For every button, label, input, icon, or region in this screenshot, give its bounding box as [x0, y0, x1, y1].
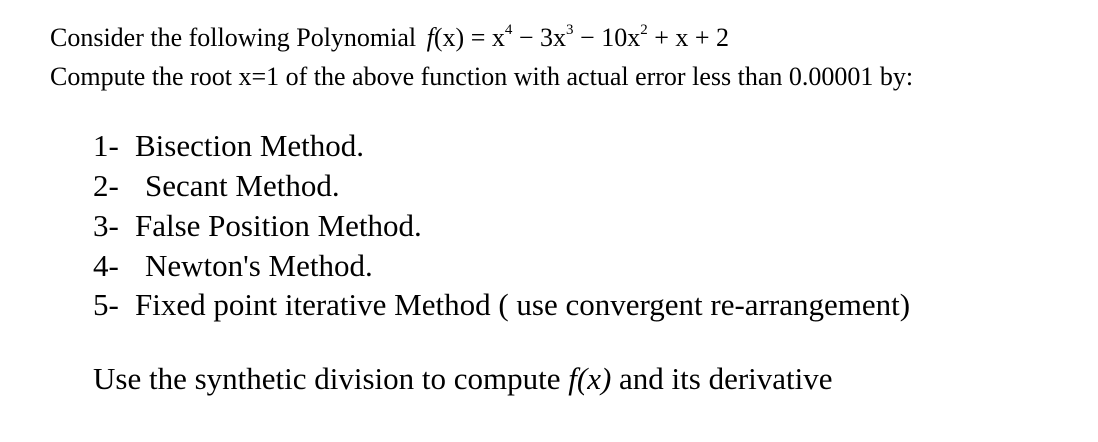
formula-term-2: − 3x: [512, 23, 567, 52]
intro-prefix: Consider the following Polynomial: [50, 23, 417, 52]
method-number: 5-: [93, 287, 119, 322]
method-item-5: [93, 287, 910, 323]
polynomial-formula: [427, 22, 729, 54]
method-label: Fixed point iterative Method ( use convergent re-arrangement): [135, 287, 911, 322]
closing-suffix: and its derivative: [611, 361, 833, 396]
closing-line: [93, 360, 833, 398]
formula-f: f: [426, 23, 434, 52]
method-item-1: [93, 128, 364, 164]
formula-exp-2: 2: [640, 22, 648, 38]
formula-term-3: − 10x: [573, 23, 641, 52]
intro-line-2: Compute the root x=1 of the above function with actual error less than 0.00001 by:: [50, 62, 914, 91]
method-number: 1-: [93, 128, 119, 163]
formula-term-4: + x + 2: [647, 23, 730, 52]
method-label: Newton's Method.: [145, 248, 373, 283]
formula-lhs: (x) = x: [433, 23, 505, 52]
method-label: False Position Method.: [135, 208, 422, 243]
intro-line-1: [50, 22, 729, 54]
method-item-4: [93, 248, 373, 284]
formula-exp-4: 4: [504, 22, 513, 38]
method-item-2: [93, 168, 340, 204]
closing-fx: f(x): [568, 361, 612, 396]
method-item-3: [93, 208, 422, 244]
method-number: 3-: [93, 208, 119, 243]
closing-prefix: Use the synthetic division to compute: [93, 361, 569, 396]
method-number: 4-: [93, 248, 119, 283]
method-label: Secant Method.: [145, 168, 340, 203]
method-label: Bisection Method.: [135, 128, 365, 163]
method-number: 2-: [93, 168, 119, 203]
formula-exp-3: 3: [566, 22, 574, 38]
